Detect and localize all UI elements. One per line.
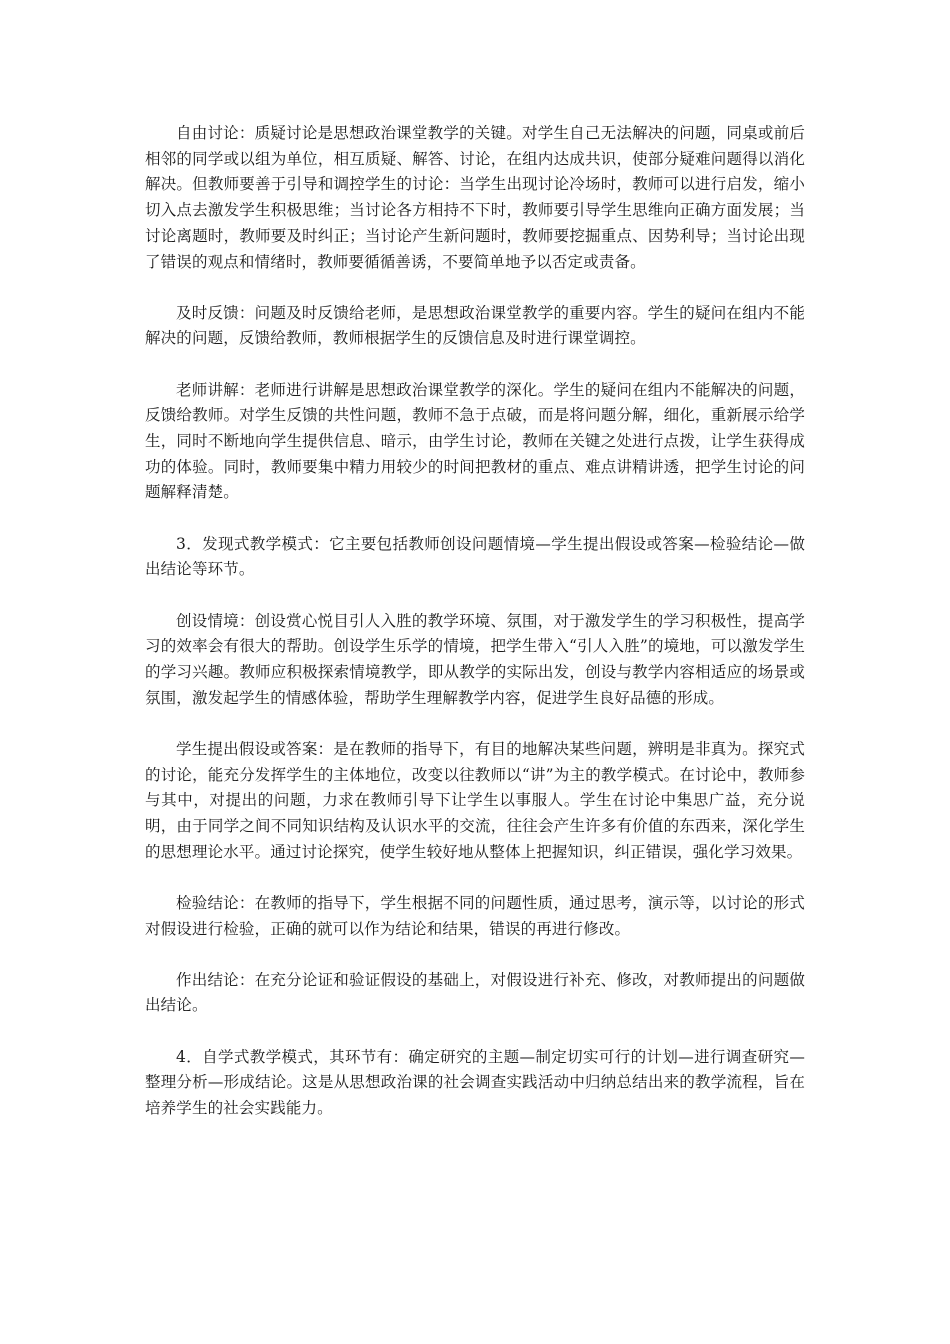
paragraph-discovery-model: 3．发现式教学模式：它主要包括教师创设问题情境—学生提出假设或答案—检验结论—做出结论等环节。 — [145, 534, 805, 579]
document-body — [145, 121, 805, 1147]
paragraph-self-study-model: 4．自学式教学模式，其环节有：确定研究的主题—制定切实可行的计划—进行调查研究—整理分析—形成结论。这是从思想政治课的社会调查实践活动中归纳总结出来的教学流程，旨在培养学生的社会实践能力。 — [145, 1047, 805, 1118]
paragraph-timely-feedback: 及时反馈：问题及时反馈给老师，是思想政治课堂教学的重要内容。学生的疑问在组内不能解决的问题，反馈给教师，教师根据学生的反馈信息及时进行课堂调控。 — [145, 303, 805, 348]
paragraph-free-discussion: 自由讨论：质疑讨论是思想政治课堂教学的关键。对学生自己无法解决的问题，同桌或前后相邻的同学或以组为单位，相互质疑、解答、讨论，在组内达成共识，使部分疑难问题得以消化解决。但教师要善于引导和调控学生的讨论：当学生出现讨论冷场时，教师可以进行启发，缩小切入点去激发学生积极思维；当讨论各方相持不下时，教师要引导学生思维向正确方面发展；当讨论离题时，教师要及时纠正；当讨论产生新问题时，教师要挖掘重点、因势利导；当讨论出现了错误的观点和情绪时，教师要循循善诱，不要简单地予以否定或责备。 — [145, 124, 805, 271]
paragraph-hypothesis: 学生提出假设或答案：是在教师的指导下，有目的地解决某些问题，辨明是非真为。探究式的讨论，能充分发挥学生的主体地位，改变以往教师以“讲”为主的教学模式。在讨论中，教师参与其中，对提出的问题，力求在教师引导下让学生以事服人。学生在讨论中集思广益，充分说明，由于同学之间不同知识结构及认识水平的交流，往往会产生许多有价值的东西来，深化学生的思想理论水平。通过讨论探究，使学生较好地从整体上把握知识，纠正错误，强化学习效果。 — [145, 739, 805, 861]
paragraph-teacher-explanation: 老师讲解：老师进行讲解是思想政治课堂教学的深化。学生的疑问在组内不能解决的问题，反馈给教师。对学生反馈的共性问题，教师不急于点破，而是将问题分解，细化，重新展示给学生，同时不断地向学生提供信息、暗示，由学生讨论，教师在关键之处进行点拨，让学生获得成功的体验。同时，教师要集中精力用较少的时间把教材的重点、难点讲精讲透，把学生讨论的问题解释清楚。 — [145, 380, 805, 502]
paragraph-create-situation: 创设情境：创设赏心悦目引人入胜的教学环境、氛围，对于激发学生的学习积极性，提高学习的效率会有很大的帮助。创设学生乐学的情境，把学生带入“引人入胜”的境地，可以激发学生的学习兴趣。教师应积极探索情境教学，即从教学的实际出发，创设与教学内容相适应的场景或氛围，激发起学生的情感体验，帮助学生理解教学内容，促进学生良好品德的形成。 — [145, 611, 805, 707]
paragraph-draw-conclusion: 作出结论：在充分论证和验证假设的基础上，对假设进行补充、修改，对教师提出的问题做出结论。 — [145, 970, 805, 1015]
paragraph-verify-conclusion: 检验结论：在教师的指导下，学生根据不同的问题性质，通过思考，演示等，以讨论的形式对假设进行检验，正确的就可以作为结论和结果，错误的再进行修改。 — [145, 893, 805, 938]
